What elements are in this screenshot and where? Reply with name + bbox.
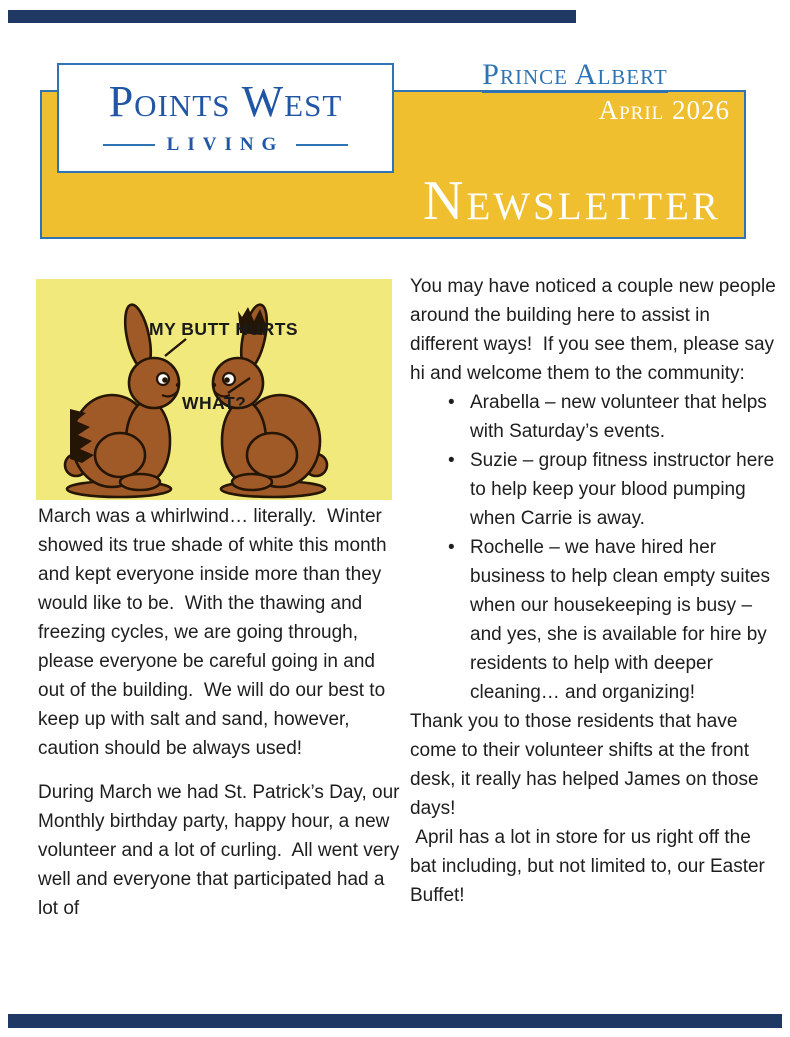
page-title: Newsletter [423, 170, 721, 232]
body-paragraph: April has a lot in store for us right off the bat including, but not limited to, our Easter Buffet! [410, 827, 771, 906]
left-text-column [38, 502, 405, 923]
logo-name-text: Points West [108, 77, 343, 126]
logo-sub-text: LIVING [166, 134, 285, 155]
points-west-living-logo [57, 63, 394, 173]
new-people-list [410, 388, 780, 707]
list-item: • Suzie – group fitness instructor here to help keep your blood pumping when Carrie is away. [410, 446, 776, 533]
logo-subline [103, 134, 349, 156]
right-text-column [410, 272, 782, 910]
bullet-dot: • [448, 392, 455, 413]
body-paragraph: During March we had St. Patrick’s Day, our Monthly birthday party, happy hour, a new volunteer and a lot of curling. All went very well and everyone that participated had a lot of [38, 782, 405, 919]
body-paragraph: March was a whirlwind… literally. Winter showed its true shade of white this month and kept everyone inside more than they would like to be. With the thawing and freezing cycles, we are going through, please everyone be careful going in and out of the building. We will do our best to keep up with salt and sand, however, caution should be always used! [38, 506, 392, 759]
body-paragraph: Thank you to those residents that have come to their volunteer shifts at the front desk, it really has helped James on those days! [410, 711, 764, 819]
cartoon-caption-right: WHAT? [182, 393, 247, 413]
easter-bunnies-cartoon [36, 279, 392, 500]
community-name: Prince Albert [482, 58, 668, 91]
intro-paragraph: You may have noticed a couple new people around the building here to assist in different ways! If you see them, please say hi and welcome them to the community: [410, 276, 782, 384]
bottom-rule-bar [8, 1014, 782, 1028]
easter-bunnies-cartoon-svg [36, 279, 392, 500]
issue-date: April 2026 [598, 95, 730, 125]
cartoon-caption-left: MY BUTT HURTS [149, 319, 299, 339]
list-item: • Rochelle – we have hired her business to help clean empty suites when our housekeeping is busy – and yes, she is available for hire by residents to help with deeper cleaning… and organizing! [410, 533, 776, 707]
closing-paragraphs [410, 707, 776, 910]
logo-right-rule [296, 144, 348, 146]
bullet-dot: • [448, 450, 455, 471]
logo-left-rule [103, 144, 155, 146]
bullet-dot: • [448, 537, 455, 558]
top-rule-bar [8, 10, 576, 23]
list-item: • Arabella – new volunteer that helps with Saturday’s events. [410, 388, 776, 446]
